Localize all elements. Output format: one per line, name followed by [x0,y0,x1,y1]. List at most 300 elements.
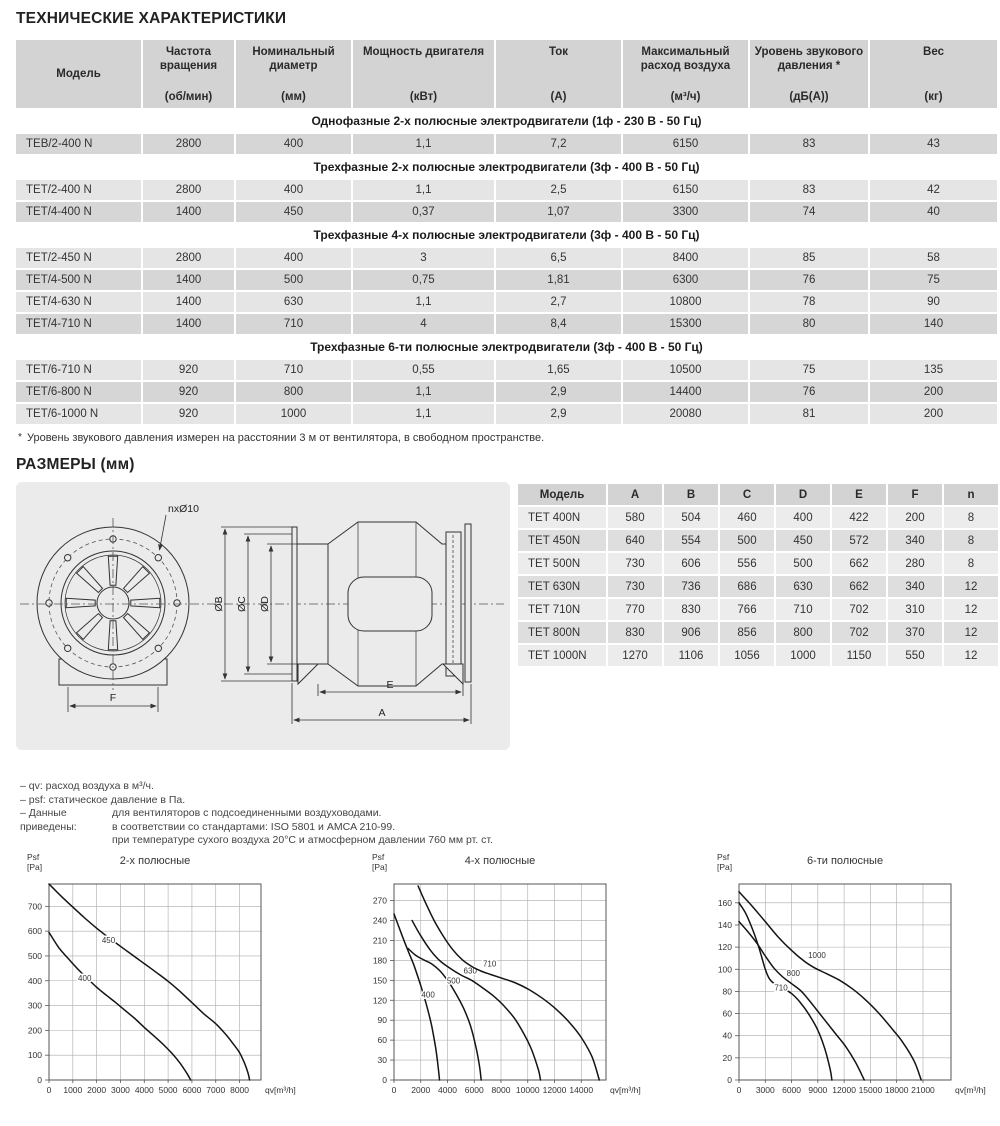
dims-value-cell: 554 [664,530,718,551]
chart-2-pole [13,850,298,1112]
dims-value-cell: 580 [608,507,662,528]
spec-value-cell: 80 [750,314,868,334]
dimensions-table [516,482,1000,668]
dims-value-cell: 702 [832,599,886,620]
svg-text:270: 270 [372,895,387,906]
dims-model-cell: TET 800N [518,622,606,643]
spec-value-cell: 2,5 [496,180,621,200]
spec-value-cell: 920 [143,404,234,424]
dia-c-label: ØC [236,596,248,612]
dims-value-cell: 310 [888,599,942,620]
spec-value-cell: 4 [353,314,494,334]
dims-col-header: C [720,484,774,505]
svg-text:9000: 9000 [808,1084,828,1095]
spec-value-cell: 140 [870,314,997,334]
dims-row [518,645,998,666]
dims-value-cell: 12 [944,576,998,597]
spec-row [16,248,997,268]
spec-value-cell: 14400 [623,382,748,402]
spec-model-cell: TET/4-710 N [16,314,141,334]
spec-value-cell: 43 [870,134,997,154]
svg-text:8000: 8000 [230,1084,250,1095]
note-data-item: для вентиляторов с подсоединенными воздуховодами. [112,807,382,819]
outlet-band [446,532,461,676]
dims-table-head [518,484,998,505]
spec-model-cell: TEB/2-400 N [16,134,141,154]
curve-label-630: 630 [463,966,477,976]
svg-text:60: 60 [377,1034,387,1045]
spec-value-cell: 7,2 [496,134,621,154]
dims-value-cell: 556 [720,553,774,574]
spec-value-cell: 6,5 [496,248,621,268]
spec-value-cell: 75 [870,270,997,290]
chart-4-pole [358,850,643,1112]
flange-hole [65,645,71,651]
dims-value-cell: 710 [776,599,830,620]
dims-col-header: n [944,484,998,505]
dia-d-label: ØD [259,596,271,612]
svg-text:0: 0 [736,1084,742,1095]
spec-value-cell: 10500 [623,360,748,380]
spec-value-cell: 2800 [143,248,234,268]
svg-text:0: 0 [382,1074,387,1085]
chart-4-pole-container [358,850,643,1112]
dims-row [518,553,998,574]
spec-row [16,382,997,402]
dims-value-cell: 200 [888,507,942,528]
spec-value-cell: 1400 [143,202,234,222]
f-label: F [109,692,117,704]
spec-value-cell: 2,9 [496,382,621,402]
spec-value-cell: 200 [870,382,997,402]
spec-value-cell: 10800 [623,292,748,312]
svg-text:0: 0 [727,1074,732,1085]
dims-table-body [518,507,998,666]
y-axis-label: [Pa] [27,861,43,872]
note-data-items [112,807,493,848]
dims-value-cell: 340 [888,576,942,597]
svg-text:0: 0 [46,1084,52,1095]
dims-value-cell: 12 [944,645,998,666]
spec-value-cell: 6150 [623,134,748,154]
dims-value-cell: 686 [720,576,774,597]
dims-value-cell: 8 [944,530,998,551]
spec-value-cell: 2800 [143,180,234,200]
dims-model-cell: TET 1000N [518,645,606,666]
spec-col-header: Вес (кг) [870,40,997,108]
spec-value-cell: 135 [870,360,997,380]
right-flange [465,524,471,682]
flange-hole [46,600,52,606]
spec-section-title: Трехфазные 6-ти полюсные электродвигатели (3ф - 400 В - 50 Гц) [16,336,997,358]
spec-value-cell: 76 [750,382,868,402]
dims-value-cell: 606 [664,553,718,574]
spec-value-cell: 400 [236,180,351,200]
dims-value-cell: 906 [664,622,718,643]
svg-text:300: 300 [27,1000,42,1011]
spec-value-cell: 3 [353,248,494,268]
spec-value-cell: 58 [870,248,997,268]
spec-col-header: Максимальный расход воздуха (м³/ч) [623,40,748,108]
dims-value-cell: 500 [776,553,830,574]
dims-row [518,576,998,597]
spec-value-cell: 1,65 [496,360,621,380]
svg-text:20: 20 [722,1052,732,1063]
spec-value-cell: 81 [750,404,868,424]
spec-value-cell: 85 [750,248,868,268]
page-title: ТЕХНИЧЕСКИЕ ХАРАКТЕРИСТИКИ [16,10,287,27]
flange-hole [155,645,161,651]
curve-label-400: 400 [421,990,435,1000]
y-axis-label: Psf [372,851,385,862]
spec-row [16,270,997,290]
spec-col-header: Мощность двигателя (кВт) [353,40,494,108]
e-label: E [386,679,394,691]
spec-value-cell: 8400 [623,248,748,268]
svg-text:60: 60 [722,1008,732,1019]
spec-value-cell: 920 [143,360,234,380]
svg-text:0: 0 [37,1074,42,1085]
spec-value-cell: 83 [750,134,868,154]
spec-model-cell: TET/2-450 N [16,248,141,268]
dims-header-row [518,484,998,505]
svg-text:10000: 10000 [515,1084,540,1095]
spec-col-header: Частота вращения (об/мин) [143,40,234,108]
spec-value-cell: 920 [143,382,234,402]
dims-model-cell: TET 450N [518,530,606,551]
dims-col-header: D [776,484,830,505]
svg-text:140: 140 [717,919,732,930]
spec-value-cell: 6300 [623,270,748,290]
spec-section-title: Однофазные 2-х полюсные электродвигатели (1ф - 230 В - 50 Гц) [16,110,997,132]
spec-value-cell: 0,75 [353,270,494,290]
spec-section-title: Трехфазные 2-х полюсные электродвигатели (3ф - 400 В - 50 Гц) [16,156,997,178]
svg-text:6000: 6000 [182,1084,202,1095]
spec-col-header: Уровень звукового давления * (дБ(А)) [750,40,868,108]
svg-text:6000: 6000 [782,1084,802,1095]
curve-label-400: 400 [78,973,92,983]
dims-value-cell: 504 [664,507,718,528]
spec-footnote [18,432,1000,444]
dims-value-cell: 730 [608,576,662,597]
svg-text:100: 100 [717,963,732,974]
flange-hole [155,555,161,561]
spec-value-cell: 90 [870,292,997,312]
dims-col-header: E [832,484,886,505]
spec-section-row [16,224,997,246]
spec-value-cell: 710 [236,360,351,380]
spec-value-cell: 800 [236,382,351,402]
spec-value-cell: 450 [236,202,351,222]
svg-text:500: 500 [27,950,42,961]
spec-row [16,404,997,424]
x-axis-label: qv[m³/h] [610,1084,641,1095]
spec-section-row [16,336,997,358]
dims-value-cell: 830 [608,622,662,643]
spec-col-header: Модель [16,40,141,108]
dims-model-cell: TET 710N [518,599,606,620]
footnote-text: Уровень звукового давления измерен на расстоянии 3 м от вентилятора, в свободном пространстве. [26,432,545,444]
charts-row [13,850,988,1112]
svg-text:14000: 14000 [569,1084,594,1095]
dims-value-cell: 1270 [608,645,662,666]
dims-value-cell: 662 [832,553,886,574]
svg-text:30: 30 [377,1054,387,1065]
dims-value-cell: 500 [720,530,774,551]
chart-title: 6-ти полюсные [806,854,884,867]
spec-value-cell: 1400 [143,270,234,290]
spec-value-cell: 2800 [143,134,234,154]
y-axis-label: Psf [717,851,730,862]
spec-value-cell: 2,9 [496,404,621,424]
svg-text:12000: 12000 [542,1084,567,1095]
spec-row [16,360,997,380]
spec-value-cell: 1,07 [496,202,621,222]
spec-value-cell: 630 [236,292,351,312]
dims-value-cell: 630 [776,576,830,597]
svg-text:3000: 3000 [110,1084,130,1095]
fan-blade [66,598,95,607]
dims-value-cell: 460 [720,507,774,528]
spec-header-row [16,40,997,108]
spec-row [16,292,997,312]
curve-label-450: 450 [101,935,116,945]
dims-value-cell: 550 [888,645,942,666]
spec-value-cell: 400 [236,248,351,268]
svg-text:400: 400 [27,975,42,986]
svg-text:8000: 8000 [491,1084,511,1095]
dims-value-cell: 1000 [776,645,830,666]
dims-value-cell: 702 [832,622,886,643]
spec-value-cell: 3300 [623,202,748,222]
curve-label-710: 710 [774,982,788,992]
dimensions-section [16,482,1000,750]
spec-row [16,180,997,200]
svg-text:15000: 15000 [858,1084,883,1095]
dims-value-cell: 8 [944,553,998,574]
y-axis-label: [Pa] [372,861,388,872]
chart-2-pole-container [13,850,298,1112]
spec-value-cell: 710 [236,314,351,334]
spec-value-cell: 0,37 [353,202,494,222]
spec-value-cell: 1,1 [353,180,494,200]
flange-hole [65,555,71,561]
svg-text:80: 80 [722,985,732,996]
spec-model-cell: TET/6-710 N [16,360,141,380]
spec-model-cell: TET/2-400 N [16,180,141,200]
svg-text:5000: 5000 [158,1084,178,1095]
dims-value-cell: 1056 [720,645,774,666]
dims-value-cell: 830 [664,599,718,620]
svg-text:1000: 1000 [63,1084,83,1095]
svg-text:180: 180 [372,954,387,965]
dims-value-cell: 280 [888,553,942,574]
svg-text:200: 200 [27,1024,42,1035]
curve-800 [739,921,864,1079]
notes-block [20,780,1000,848]
note-data-item: при температуре сухого воздуха 20°С и атмосферном давлении 760 мм рт. ст. [112,834,493,846]
spec-value-cell: 400 [236,134,351,154]
curve-1000 [739,891,921,1079]
svg-text:21000: 21000 [911,1084,935,1095]
dims-value-cell: 766 [720,599,774,620]
spec-value-cell: 0,55 [353,360,494,380]
spec-value-cell: 1400 [143,292,234,312]
spec-row [16,314,997,334]
dims-value-cell: 640 [608,530,662,551]
left-flange [292,527,297,681]
dims-value-cell: 422 [832,507,886,528]
dims-col-header: Модель [518,484,606,505]
svg-text:120: 120 [372,994,387,1005]
curve-label-710: 710 [482,958,497,968]
dims-value-cell: 856 [720,622,774,643]
note-psf: – psf: статическое давление в Па. [20,793,186,806]
svg-text:12000: 12000 [832,1084,856,1095]
dims-value-cell: 370 [888,622,942,643]
svg-text:7000: 7000 [206,1084,226,1095]
svg-text:600: 600 [27,925,42,936]
spec-value-cell: 1000 [236,404,351,424]
dims-value-cell: 800 [776,622,830,643]
spec-model-cell: TET/6-800 N [16,382,141,402]
curve-label-800: 800 [786,968,800,978]
spec-value-cell: 15300 [623,314,748,334]
spec-value-cell: 78 [750,292,868,312]
dimensions-title: РАЗМЕРЫ (мм) [16,456,135,473]
curve-label-500: 500 [446,976,461,986]
spec-model-cell: TET/6-1000 N [16,404,141,424]
spec-col-header: Номинальный диаметр (мм) [236,40,351,108]
dims-model-cell: TET 500N [518,553,606,574]
spec-value-cell: 1,81 [496,270,621,290]
dims-value-cell: 450 [776,530,830,551]
svg-text:2000: 2000 [411,1084,431,1095]
spec-model-cell: TET/4-400 N [16,202,141,222]
dims-value-cell: 730 [608,553,662,574]
spec-value-cell: 75 [750,360,868,380]
spec-value-cell: 1,1 [353,404,494,424]
dims-col-header: B [664,484,718,505]
dims-row [518,507,998,528]
svg-text:100: 100 [27,1049,42,1060]
svg-text:160: 160 [717,897,732,908]
footnote-asterisk: * [18,432,22,443]
holes-label: nxØ10 [168,503,199,515]
spec-table-body [16,110,997,424]
dims-value-cell: 12 [944,622,998,643]
a-label: A [378,707,386,719]
spec-section-title: Трехфазные 4-х полюсные электродвигатели (3ф - 400 В - 50 Гц) [16,224,997,246]
dims-value-cell: 736 [664,576,718,597]
spec-value-cell: 2,7 [496,292,621,312]
svg-text:2000: 2000 [87,1084,107,1095]
curve-label-1000: 1000 [808,950,826,960]
spec-value-cell: 74 [750,202,868,222]
dims-col-header: A [608,484,662,505]
dims-value-cell: 662 [832,576,886,597]
dims-model-cell: TET 400N [518,507,606,528]
spec-value-cell: 6150 [623,180,748,200]
spec-section-row [16,156,997,178]
dims-value-cell: 1106 [664,645,718,666]
spec-value-cell: 1,1 [353,134,494,154]
dims-row [518,530,998,551]
dimensions-diagram-panel [16,482,510,750]
spec-row [16,202,997,222]
svg-text:210: 210 [372,934,387,945]
svg-text:4000: 4000 [134,1084,154,1095]
flange-hole [174,600,180,606]
chart-6-pole [703,850,988,1112]
spec-value-cell: 83 [750,180,868,200]
svg-text:6000: 6000 [464,1084,484,1095]
fan-blade [131,598,160,607]
svg-text:700: 700 [27,900,42,911]
fan-drawing [16,482,510,750]
svg-text:40: 40 [722,1030,732,1041]
spec-value-cell: 42 [870,180,997,200]
x-axis-label: qv[m³/h] [265,1084,296,1095]
spec-value-cell: 1,1 [353,292,494,312]
spec-section-row [16,110,997,132]
spec-value-cell: 500 [236,270,351,290]
dims-value-cell: 340 [888,530,942,551]
spec-value-cell: 1400 [143,314,234,334]
dims-value-cell: 1150 [832,645,886,666]
spec-row [16,134,997,154]
chart-title: 4-х полюсные [464,854,536,867]
dims-row [518,599,998,620]
spec-table-head [16,40,997,108]
left-foot [298,664,318,684]
spec-model-cell: TET/4-630 N [16,292,141,312]
svg-text:18000: 18000 [884,1084,909,1095]
curve-710 [418,886,599,1080]
x-axis-label: qv[m³/h] [955,1084,986,1095]
dims-value-cell: 572 [832,530,886,551]
y-axis-label: Psf [27,851,40,862]
spec-value-cell: 76 [750,270,868,290]
chart-title: 2-х полюсные [119,854,191,867]
dims-col-header: F [888,484,942,505]
note-data-label: – Данные приведены: [20,807,77,833]
spec-model-cell: TET/4-500 N [16,270,141,290]
y-axis-label: [Pa] [717,861,733,872]
svg-text:90: 90 [377,1014,387,1025]
svg-text:3000: 3000 [755,1084,775,1095]
motor-body [348,577,432,631]
svg-text:0: 0 [391,1084,397,1095]
dims-row [518,622,998,643]
spec-value-cell: 20080 [623,404,748,424]
spec-value-cell: 200 [870,404,997,424]
dims-value-cell: 400 [776,507,830,528]
svg-text:240: 240 [372,915,387,926]
svg-text:4000: 4000 [438,1084,457,1095]
spec-col-header: Ток (А) [496,40,621,108]
dims-value-cell: 8 [944,507,998,528]
spec-table [14,38,999,426]
note-qv: – qv: расход воздуха в м³/ч. [20,780,154,792]
note-data-item: в соответствии со стандартами: ISO 5801 и AMCA 210-99. [112,820,396,833]
note-data [20,807,1000,848]
spec-value-cell: 8,4 [496,314,621,334]
svg-text:120: 120 [717,941,732,952]
holes-leader-line [160,515,167,550]
dims-value-cell: 12 [944,599,998,620]
spec-value-cell: 40 [870,202,997,222]
